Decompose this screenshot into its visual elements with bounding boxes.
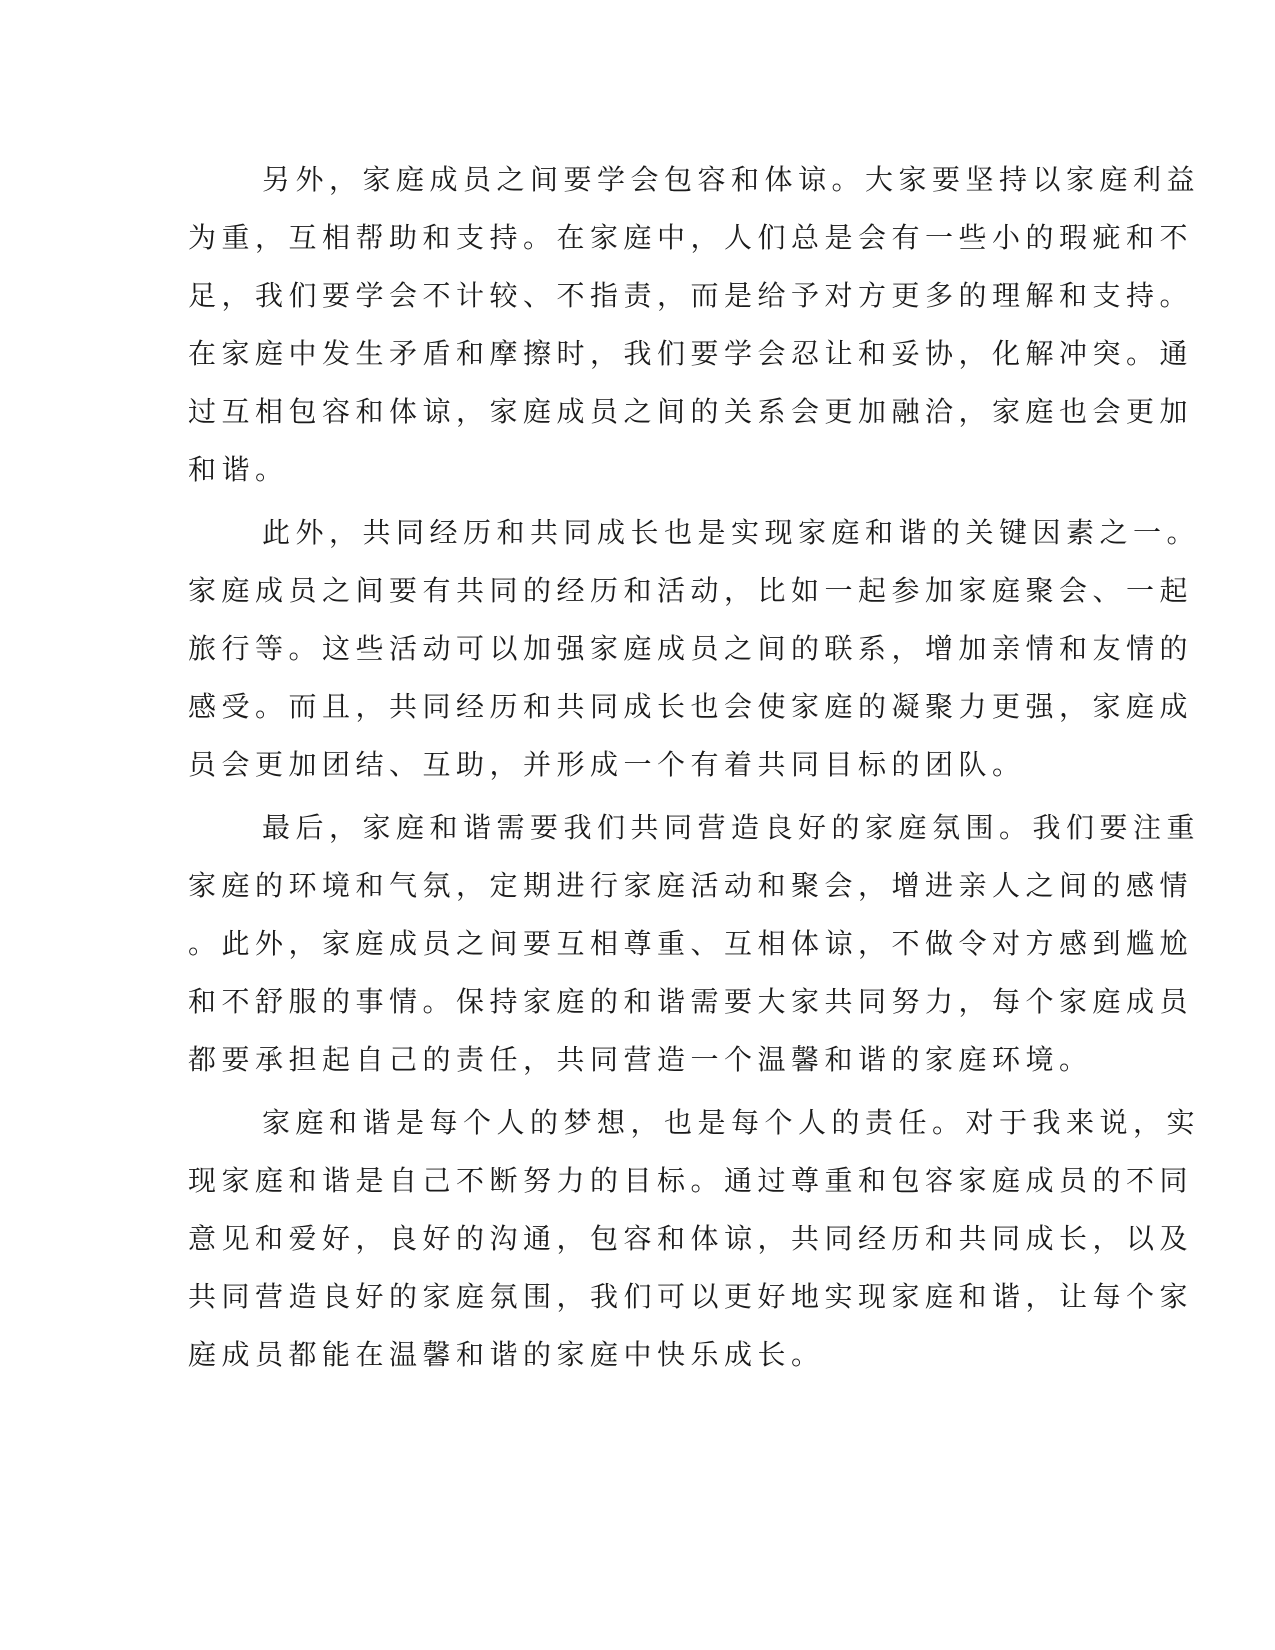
text-line: 庭成员都能在温馨和谐的家庭中快乐成长。	[188, 1338, 825, 1371]
text-line: 和谐。	[188, 453, 289, 486]
text-line: 旅行等。这些活动可以加强家庭成员之间的联系，增加亲情和友情的	[188, 632, 1194, 665]
text-line: 最后，家庭和谐需要我们共同营造良好的家庭氛围。我们要注重	[262, 811, 1201, 844]
text-line: 。此外，家庭成员之间要互相尊重、互相体谅，不做令对方感到尴尬	[188, 927, 1194, 960]
text-line: 意见和爱好，良好的沟通，包容和体谅，共同经历和共同成长，以及	[188, 1222, 1194, 1255]
text-line: 感受。而且，共同经历和共同成长也会使家庭的凝聚力更强，家庭成	[188, 690, 1194, 723]
text-line: 此外，共同经历和共同成长也是实现家庭和谐的关键因素之一。	[262, 516, 1201, 549]
text-line: 现家庭和谐是自己不断努力的目标。通过尊重和包容家庭成员的不同	[188, 1164, 1194, 1197]
text-line: 家庭和谐是每个人的梦想，也是每个人的责任。对于我来说，实	[262, 1106, 1201, 1139]
text-line: 足，我们要学会不计较、不指责，而是给予对方更多的理解和支持。	[188, 279, 1194, 312]
text-line: 家庭成员之间要有共同的经历和活动，比如一起参加家庭聚会、一起	[188, 574, 1194, 607]
text-line: 都要承担起自己的责任，共同营造一个温馨和谐的家庭环境。	[188, 1043, 1093, 1076]
text-line: 另外，家庭成员之间要学会包容和体谅。大家要坚持以家庭利益	[262, 163, 1201, 196]
text-line: 家庭的环境和气氛，定期进行家庭活动和聚会，增进亲人之间的感情	[188, 869, 1194, 902]
text-line: 和不舒服的事情。保持家庭的和谐需要大家共同努力，每个家庭成员	[188, 985, 1194, 1018]
text-line: 为重，互相帮助和支持。在家庭中，人们总是会有一些小的瑕疵和不	[188, 221, 1194, 254]
text-line: 共同营造良好的家庭氛围，我们可以更好地实现家庭和谐，让每个家	[188, 1280, 1194, 1313]
text-line: 过互相包容和体谅，家庭成员之间的关系会更加融洽，家庭也会更加	[188, 395, 1194, 428]
text-line: 员会更加团结、互助，并形成一个有着共同目标的团队。	[188, 748, 1026, 781]
text-line: 在家庭中发生矛盾和摩擦时，我们要学会忍让和妥协，化解冲突。通	[188, 337, 1194, 370]
